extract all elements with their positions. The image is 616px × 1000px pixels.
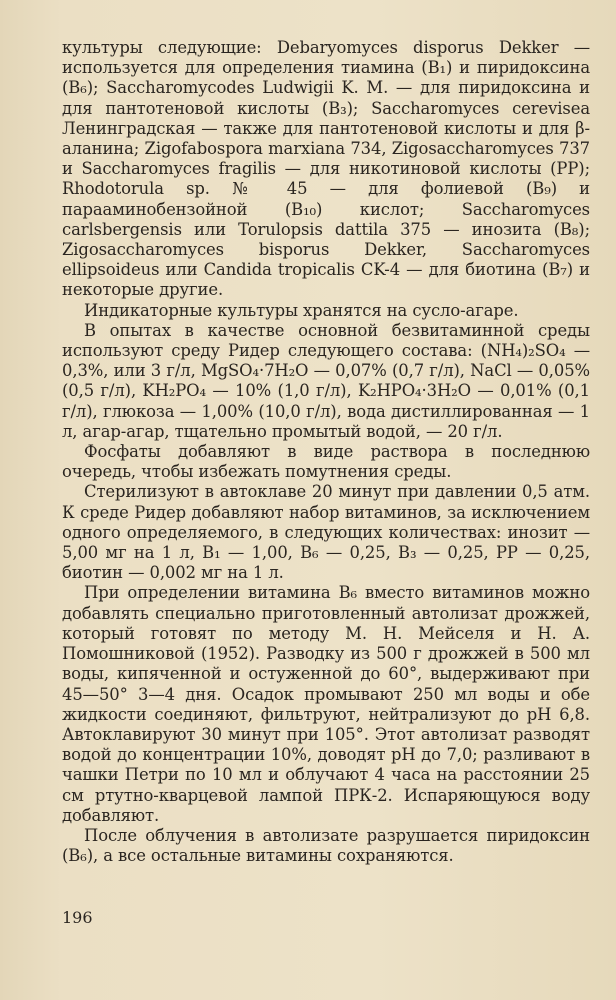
paragraph-7: После облучения в автолизате разрушается пиридоксин (B₆), а все остальные витамины сохраняются. (62, 825, 590, 866)
page-number: 196 (62, 908, 93, 927)
paragraph-1: культуры следующие: Debaryomyces disporus Dekker — используется для определения тиамина (B₁) и пиридоксина (B₆); Saccharomycodes Ludwigii K. M. — для пиридоксина и для пантотеновой кислоты (B₃); Saccharomyces cerevisea Ленинградская — также для пантотеновой кислоты и для β-аланина; Zigofabospora marxiana 734, Zigosaccharomyces 737 и Saccharomyces fragilis — для никотиновой кислоты (PP); Rhodotorula sp. № 45 — для фолиевой (B₉) и парааминобензойной (B₁₀) кислот; Saccharomyces carlsbergensis или Torulopsis dattila 375 — инозита (B₈); Zigosaccharomyces bisporus Dekker, Saccharomyces ellipsoideus или Candida tropicalis CK-4 — для биотина (B₇) и некоторые другие. (62, 38, 590, 300)
paragraph-4: Фосфаты добавляют в виде раствора в последнюю очередь, чтобы избежать помутнения среды. (62, 442, 590, 482)
paragraph-2: Индикаторные культуры хранятся на сусло-агаре. (84, 300, 519, 320)
paragraph-3: В опытах в качестве основной безвитаминной среды используют среду Ридер следующего состава: (NH₄)₂SO₄ — 0,3%, или 3 г/л, MgSO₄·7H₂O — 0,07% (0,7 г/л), NaCl — 0,05% (0,5 г/л), KH₂PO₄ — 10% (1,0 г/л), K₂HPO₄·3H₂O — 0,01% (0,1 г/л), глюкоза — 1,00% (10,0 г/л), вода дистиллированная — 1 л, агар-агар, тщательно промытый водой, — 20 г/л. (62, 320, 590, 441)
body-text (62, 38, 590, 866)
paragraph-5: Стерилизуют в автоклаве 20 минут при давлении 0,5 атм. К среде Ридер добавляют набор витаминов, за исключением одного определяемого, в следующих количествах: инозит — 5,00 мг на 1 л, B₁ — 1,00, B₆ — 0,25, B₃ — 0,25, PP — 0,25, биотин — 0,002 мг на 1 л. (62, 482, 590, 583)
paragraph-6: При определении витамина B₆ вместо витаминов можно добавлять специально приготовленный автолизат дрожжей, который готовят по методу М. Н. Мейселя и Н. А. Помошниковой (1952). Разводку из 500 г дрожжей в 500 мл воды, кипяченной и остуженной до 60°, выдерживают при 45—50° 3—4 дня. Осадок промывают 250 мл воды и обе жидкости соединяют, фильтруют, нейтрализуют до pH 6,8. Автоклавируют 30 минут при 105°. Этот автолизат разводят водой до концентрации 10%, доводят pH до 7,0; разливают в чашки Петри по 10 мл и облучают 4 часа на расстоянии 25 см ртутно-кварцевой лампой ПРК-2. Испаряющуюся воду добавляют. (62, 583, 590, 825)
